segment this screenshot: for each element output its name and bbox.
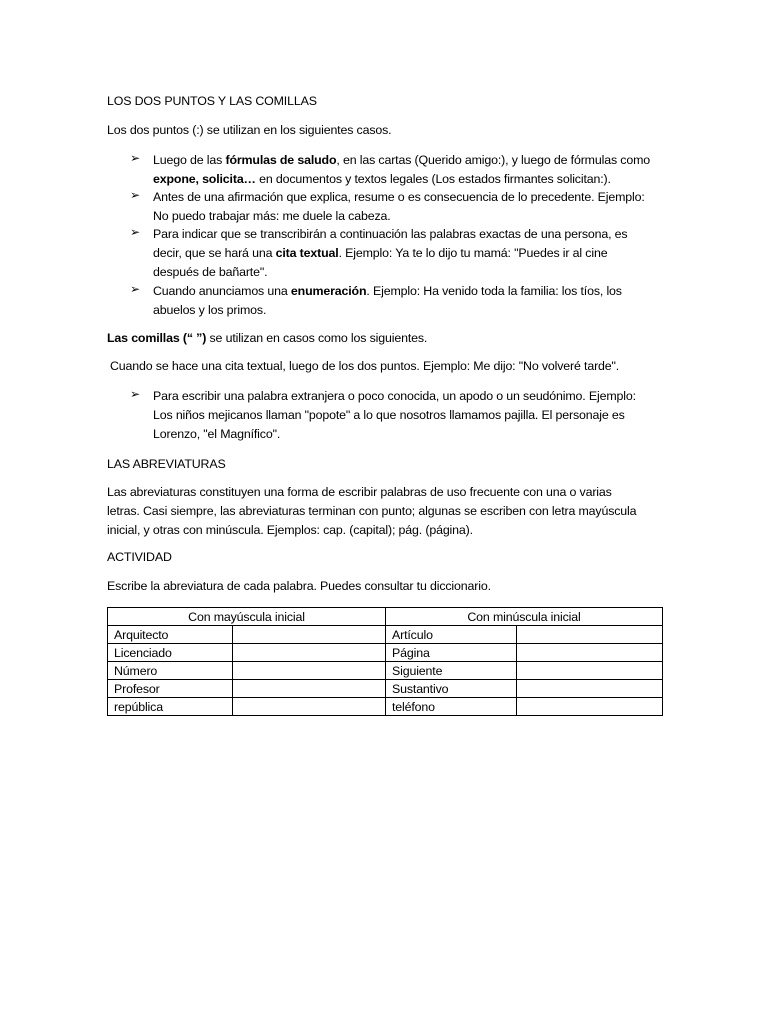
abbreviations-paragraph-line: Las abreviaturas constituyen una forma de escribir palabras de uso frecuente con una o varias bbox=[107, 485, 612, 499]
activity-heading: ACTIVIDAD bbox=[107, 550, 172, 564]
bullet-text: Para indicar que se transcribirán a continuación las palabras exactas de una persona, es bbox=[153, 227, 628, 241]
quotes-intro-bold: Las comillas (“ ”) bbox=[107, 331, 207, 345]
quotes-intro-rest: se utilizan en casos como los siguientes. bbox=[206, 331, 428, 345]
bullet-text: . Ejemplo: Ya te lo dijo tu mamá: "Puedes ir al cine bbox=[338, 246, 608, 260]
quotes-intro bbox=[107, 331, 427, 345]
table-row bbox=[108, 680, 663, 698]
answer-cell[interactable] bbox=[233, 644, 386, 662]
bullet-text: . Ejemplo: Ha venido toda la familia: los tíos, los bbox=[366, 284, 622, 298]
answer-cell[interactable] bbox=[517, 662, 663, 680]
bullet-text: decir, que se hará una bbox=[153, 246, 276, 260]
abbreviations-paragraph-line: inicial, y otras con minúscula. Ejemplos: cap. (capital); pág. (página). bbox=[107, 523, 473, 537]
answer-cell[interactable] bbox=[517, 644, 663, 662]
bullet-bold-text: enumeración bbox=[290, 284, 367, 298]
answer-cell[interactable] bbox=[517, 698, 663, 716]
arrow-bullet-icon: ➢ bbox=[130, 225, 140, 239]
answer-cell[interactable] bbox=[517, 626, 663, 644]
bullet-text: después de bañarte". bbox=[153, 265, 268, 279]
abbreviations-paragraph-line: letras. Casi siempre, las abreviaturas terminan con punto; algunas se escriben con letra mayúscula bbox=[107, 504, 637, 518]
column-header: Con mayúscula inicial bbox=[108, 608, 386, 626]
table-row bbox=[108, 662, 663, 680]
activity-instruction: Escribe la abreviatura de cada palabra. Puedes consultar tu diccionario. bbox=[107, 579, 491, 593]
arrow-bullet-icon: ➢ bbox=[130, 387, 140, 401]
word-cell: Número bbox=[108, 662, 233, 680]
page-title: LOS DOS PUNTOS Y LAS COMILLAS bbox=[107, 94, 317, 108]
colon-intro: Los dos puntos (:) se utilizan en los siguientes casos. bbox=[107, 123, 392, 137]
table-row bbox=[108, 644, 663, 662]
column-header: Con minúscula inicial bbox=[386, 608, 663, 626]
bullet-text: No puedo trabajar más: me duele la cabeza. bbox=[153, 209, 391, 223]
table-row bbox=[108, 698, 663, 716]
abbreviation-table bbox=[107, 607, 663, 716]
answer-cell[interactable] bbox=[233, 698, 386, 716]
bullet-bold-text: fórmulas de saludo bbox=[225, 153, 337, 167]
word-cell: Sustantivo bbox=[386, 680, 517, 698]
bullet-text: Los niños mejicanos llaman "popote" a lo que nosotros llamamos pajilla. El personaje es bbox=[153, 408, 625, 422]
bullet-text: Luego de las bbox=[153, 153, 226, 167]
table-row bbox=[108, 626, 663, 644]
word-cell: Arquitecto bbox=[108, 626, 233, 644]
answer-cell[interactable] bbox=[517, 680, 663, 698]
word-cell: teléfono bbox=[386, 698, 517, 716]
word-cell: Licenciado bbox=[108, 644, 233, 662]
bullet-text: en documentos y textos legales (Los estados firmantes solicitan:). bbox=[255, 172, 611, 186]
arrow-bullet-icon: ➢ bbox=[130, 282, 140, 296]
bullet-text: , en las cartas (Querido amigo:), y luego de fórmulas como bbox=[336, 153, 650, 167]
bullet-bold-text: cita textual bbox=[275, 246, 339, 260]
word-cell: Profesor bbox=[108, 680, 233, 698]
bullet-text: Antes de una afirmación que explica, resume o es consecuencia de lo precedente. Ejemplo: bbox=[153, 190, 645, 204]
bullet-text: Lorenzo, "el Magnífico". bbox=[153, 427, 281, 441]
word-cell: Página bbox=[386, 644, 517, 662]
bullet-text: Cuando anunciamos una bbox=[153, 284, 291, 298]
word-cell: república bbox=[108, 698, 233, 716]
bullet-text: abuelos y los primos. bbox=[153, 303, 267, 317]
answer-cell[interactable] bbox=[233, 662, 386, 680]
quotes-case: Cuando se hace una cita textual, luego de los dos puntos. Ejemplo: Me dijo: "No volveré tarde". bbox=[110, 359, 620, 373]
word-cell: Artículo bbox=[386, 626, 517, 644]
table-header-row bbox=[108, 608, 663, 626]
bullet-text: Para escribir una palabra extranjera o poco conocida, un apodo o un seudónimo. Ejemplo: bbox=[153, 389, 636, 403]
bullet-bold-text: expone, solicita… bbox=[153, 172, 256, 186]
answer-cell[interactable] bbox=[233, 680, 386, 698]
answer-cell[interactable] bbox=[233, 626, 386, 644]
arrow-bullet-icon: ➢ bbox=[130, 151, 140, 165]
word-cell: Siguiente bbox=[386, 662, 517, 680]
abbreviations-heading: LAS ABREVIATURAS bbox=[107, 457, 226, 471]
arrow-bullet-icon: ➢ bbox=[130, 188, 140, 202]
